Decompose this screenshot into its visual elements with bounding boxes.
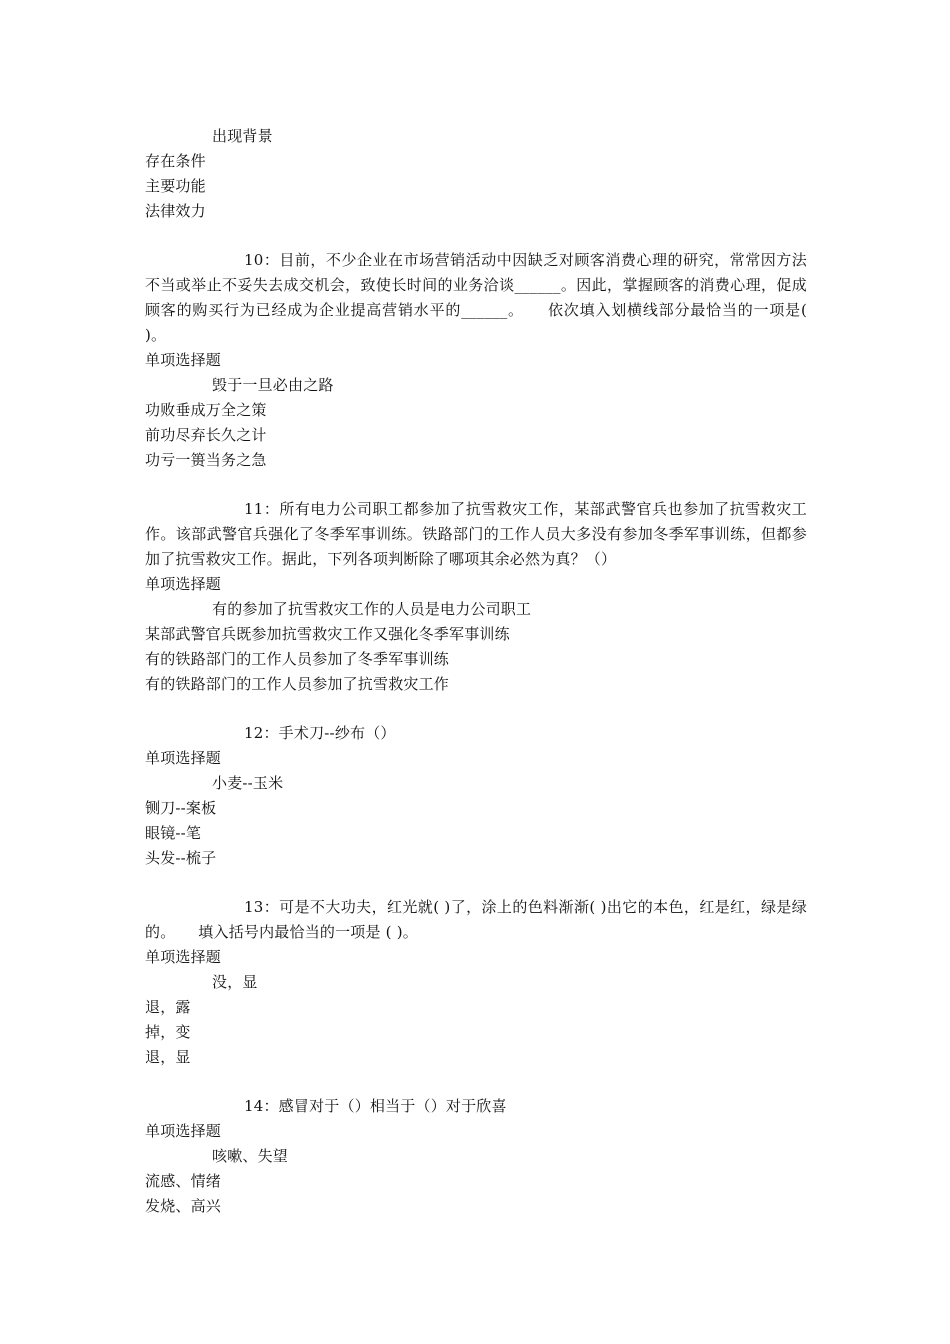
option-b: 存在条件 [145,152,206,170]
question-11-text: 11：所有电力公司职工都参加了抗雪救灾工作，某部武警官兵也参加了抗雪救灾工作。该部武警官兵强化了冬季军事训练。铁路部门的工作人员大多没有参加冬季军事训练，但都参加了抗雪救灾工作。据此，下列各项判断除了哪项其余必然为真？（） [145,500,807,568]
question-13-option-d: 退，显 [145,1048,191,1066]
question-14-text: 14：感冒对于（）相当于（）对于欣喜 [244,1097,507,1115]
question-11-option-b: 某部武警官兵既参加抗雪救灾工作又强化冬季军事训练 [145,625,510,643]
option-d: 法律效力 [145,202,206,220]
question-12-option-c: 眼镜--笔 [145,824,202,842]
question-12-option-b: 铡刀--案板 [145,799,217,817]
question-13-type: 单项选择题 [145,948,222,966]
question-13-option-c: 掉，变 [145,1023,191,1041]
option-a: 出现背景 [212,127,273,145]
question-10-option-a: 毁于一旦必由之路 [212,376,334,394]
question-12-text: 12：手术刀--纱布（） [244,724,396,742]
question-12-option-d: 头发--梳子 [145,849,217,867]
option-c: 主要功能 [145,177,206,195]
question-11-option-c: 有的铁路部门的工作人员参加了冬季军事训练 [145,650,450,668]
question-10-text: 10：目前，不少企业在市场营销活动中因缺乏对顾客消费心理的研究，常常因方法不当或举止不妥失去成交机会，致使长时间的业务洽谈______。因此，掌握顾客的消费心理，促成顾客的购买行为已经成为企业提高营销水平的______。 依次填入划横线部分最恰当的一项是( )。 [145,251,807,344]
question-14-option-a: 咳嗽、失望 [212,1147,289,1165]
question-10-option-b: 功败垂成万全之策 [145,401,267,419]
question-10-option-c: 前功尽弃长久之计 [145,426,267,444]
question-11-option-d: 有的铁路部门的工作人员参加了抗雪救灾工作 [145,675,450,693]
question-13-text: 13：可是不大功夫，红光就( )了，涂上的色料渐渐( )出它的本色，红是红，绿是绿的。 填入括号内最恰当的一项是 ( )。 [145,898,807,941]
question-11-option-a: 有的参加了抗雪救灾工作的人员是电力公司职工 [212,600,532,618]
question-13-option-b: 退，露 [145,998,191,1016]
question-14-option-c: 发烧、高兴 [145,1197,222,1215]
question-14-option-b: 流感、情绪 [145,1172,222,1190]
question-14-type: 单项选择题 [145,1122,222,1140]
question-12-option-a: 小麦--玉米 [212,774,284,792]
question-12-type: 单项选择题 [145,749,222,767]
question-13-option-a: 没，显 [212,973,258,991]
question-10-type: 单项选择题 [145,351,222,369]
question-10-option-d: 功亏一篑当务之急 [145,451,267,469]
question-11-type: 单项选择题 [145,575,222,593]
